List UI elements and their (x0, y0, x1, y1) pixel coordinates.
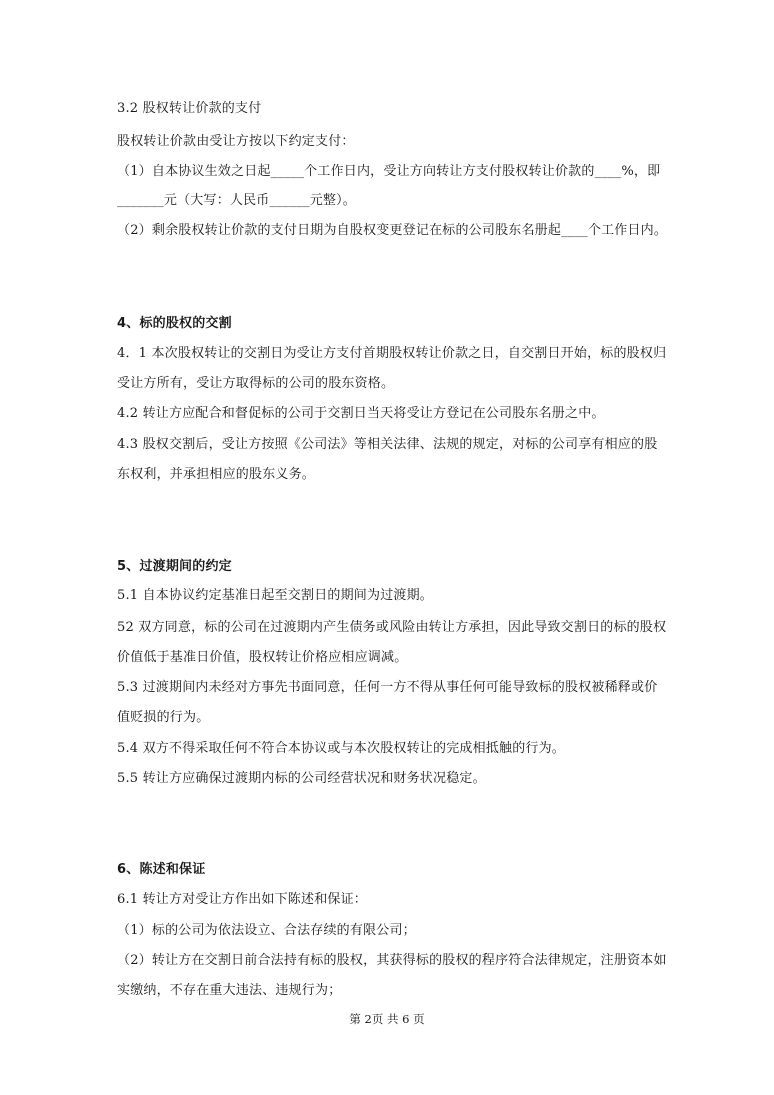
section-5-heading: 5、过渡期间的约定 (117, 559, 232, 574)
clause-4-1-line-2: 受让方所有，受让方取得标的公司的股东资格。 (117, 376, 395, 391)
clause-5-3-line-2: 值贬损的行为。 (117, 710, 210, 725)
clause-4-1-line-1: 4．1 本次股权转让的交割日为受让方支付首期股权转让价款之日，自交割日开始，标的股权归 (117, 346, 667, 361)
clause-4-2: 4.2 转让方应配合和督促标的公司于交割日当天将受让方登记在公司股东名册之中。 (117, 406, 605, 421)
clause-3-2-item-1-line-1: （1）自本协议生效之日起_____个工作日内，受让方向转让方支付股权转让价款的____%，即 (117, 164, 661, 179)
clause-3-2-item-1-line-2: _______元（大写：人民币______元整）。 (117, 193, 357, 208)
clause-6-1-item-1: （1）标的公司为依法设立、合法存续的有限公司； (117, 923, 416, 938)
section-6-heading: 6、陈述和保证 (117, 862, 206, 877)
clause-5-1: 5.1 自本协议约定基准日起至交割日的期间为过渡期。 (117, 588, 434, 603)
section-4-heading: 4、标的股权的交割 (117, 316, 232, 331)
clause-5-3-line-1: 5.3 过渡期间内未经对方事先书面同意，任何一方不得从事任何可能导致标的股权被稀释或价 (117, 680, 658, 695)
clause-3-2-intro: 股权转让价款由受让方按以下约定支付： (117, 134, 355, 149)
clause-6-1-item-2-line-1: （2）转让方在交割日前合法持有标的股权，其获得标的股权的程序符合法律规定，注册资本如 (117, 953, 667, 968)
clause-5-2-line-2: 价值低于基准日价值，股权转让价格应相应调减。 (117, 650, 408, 665)
clause-6-1: 6.1 转让方对受让方作出如下陈述和保证： (117, 892, 368, 907)
page-footer: 第 2页 共 6 页 (349, 1012, 425, 1026)
clause-4-3-line-2: 东权利，并承担相应的股东义务。 (117, 467, 316, 482)
clause-6-1-item-2-line-2: 实缴纳，不存在重大违法、违规行为； (117, 983, 342, 998)
clause-5-5: 5.5 转让方应确保过渡期内标的公司经营状况和财务状况稳定。 (117, 771, 486, 786)
clause-4-3-line-1: 4.3 股权交割后，受让方按照《公司法》等相关法律、法规的规定，对标的公司享有相应的股 (117, 437, 658, 452)
clause-3-2-item-2: （2）剩余股权转让价款的支付日期为自股权变更登记在标的公司股东名册起____个工作日内。 (117, 223, 668, 238)
clause-5-2-line-1: 52 双方同意，标的公司在过渡期内产生债务或风险由转让方承担，因此导致交割日的标的股权 (117, 620, 667, 635)
clause-3-2-title: 3.2 股权转让价款的支付 (117, 101, 262, 116)
clause-5-4: 5.4 双方不得采取任何不符合本协议或与本次股权转让的完成相抵触的行为。 (117, 741, 566, 756)
